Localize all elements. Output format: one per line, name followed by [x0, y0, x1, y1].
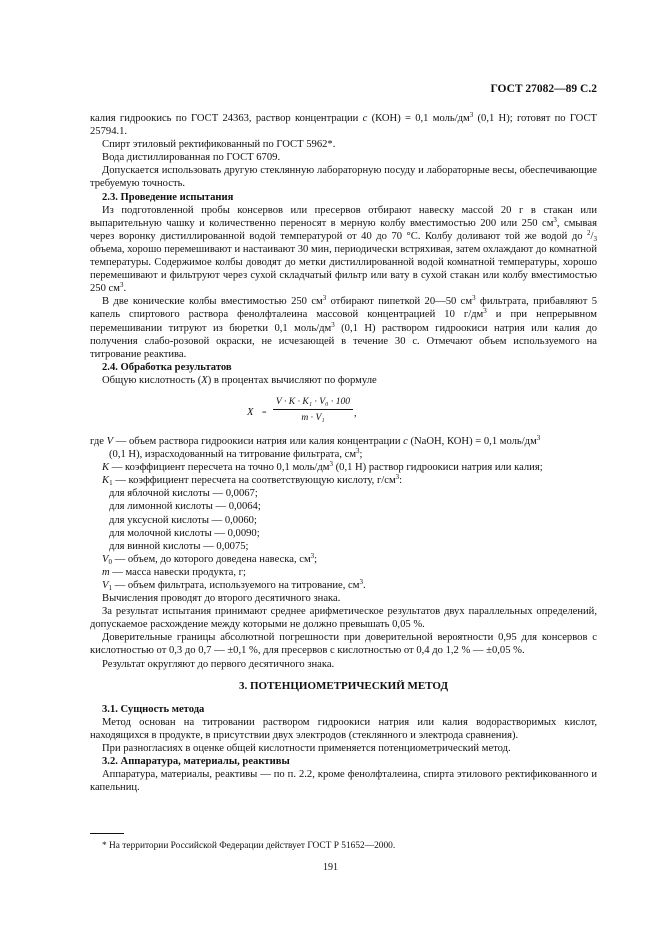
acidity-formula: [90, 393, 597, 429]
paragraph-spirit: Спирт этиловый ректификованный по ГОСТ 5962*.: [102, 139, 336, 151]
footnote-divider: [90, 833, 124, 834]
paragraph-rounding: Результат округляют до первого десятичного знака.: [102, 658, 335, 670]
definition-k1: $K_1$ — коэффициент пересчета на соответствующую кислоту, $г/см^3$:: [102, 473, 403, 488]
acid-coef-malic: для яблочной кислоты — 0,0067;: [109, 488, 258, 500]
formula-numerator: V · K · K₁ · V₀ · 100: [273, 395, 353, 410]
definition-v: где V — объем раствора гидроокиси натрия или калия концентрации с (NaOH, КОН) = 0,1 моль/$дм^3$: [90, 433, 541, 447]
definition-k: K — коэффициент пересчета на точно 0,1 моль/$дм^3$ (0,1 Н) раствор гидроокиси натрия или калия;: [102, 460, 543, 474]
paragraph-sample-prep: Из подготовленной пробы консервов или пресервов отбирают навеску массой 20 г в стакан или выпарительную чашку и количественно переносят в мерную колбу вместимостью 200 или 250 $см^3$, смывая через воронку дистиллированной водой температурой от 40 до 70 °С. Колбу доливают той же водой до $^2/_3$ объема, хорошо перемешивают и настаивают 30 мин, периодически встряхивая, затем охлаждают до комнатной температуры. Содержимое колбы доводят до метки дистиллированной водой комнатной температуры, хорошо перемешивают и фильтруют через сухой складчатый фильтр или вату в сухой стакан или колбу вместимостью 250 $см^3$.: [90, 204, 597, 295]
section-2-3-title: 2.3. Проведение испытания: [102, 191, 234, 203]
running-header: ГОСТ 27082—89 С.2: [490, 83, 597, 95]
paragraph-reagents-cont: калия гидроокись по ГОСТ 24363, раствор концентрации с (КОН) = 0,1 моль/$дм^3$ (0,1 Н); готовят по ГОСТ 25794.1.: [90, 111, 597, 138]
paragraph-equipment: Аппаратура, материалы, реактивы — по п. 2.2, кроме фенолфталеина, спирта этилового ректификованного и капельниц.: [90, 769, 597, 794]
paragraph-confidence: Доверительные границы абсолютной погрешности при доверительной вероятности 0,95 для консервов с кислотностью от 0,3 до 0,7 — ±0,1 %, для пресервов с кислотностью от 0,4 до 1,2 % — ±0,05 %.: [90, 632, 597, 657]
formula-fraction: [273, 395, 353, 424]
paragraph-water: Вода дистиллированная по ГОСТ 6709.: [102, 152, 281, 164]
definition-v-cont: (0,1 Н), израсходованный на титрование фильтрата, $см^3$;: [109, 447, 363, 461]
formula-comma: ,: [354, 407, 357, 419]
definition-m: m — масса навески продукта, г;: [102, 566, 246, 578]
definition-v1: $V_1$ — объем фильтрата, используемого на титрование, $см^3$.: [102, 578, 366, 592]
acid-coef-citric: для лимонной кислоты — 0,0064;: [109, 501, 261, 513]
acid-coef-tartaric: для винной кислоты — 0,0075;: [109, 540, 249, 552]
paragraph-calc-precision: Вычисления проводят до второго десятичного знака.: [102, 593, 341, 605]
paragraph-total-acidity: Общую кислотность (X) в процентах вычисляют по формуле: [102, 374, 377, 386]
acid-coef-acetic: для уксусной кислоты — 0,0060;: [109, 514, 257, 526]
paragraph-allowance: Допускается использовать другую стеклянную лабораторную посуду и лабораторные весы, обеспечивающие требуемую точность.: [90, 165, 597, 190]
page-number: 191: [323, 862, 338, 873]
definition-v0: $V_0$ — объем, до которого доведена навеска, $см^3$;: [102, 551, 318, 566]
section-3-title: 3. ПОТЕНЦИОМЕТРИЧЕСКИЙ МЕТОД: [238, 679, 449, 692]
section-2-4-title: 2.4. Обработка результатов: [102, 361, 232, 373]
paragraph-titration: В две конические колбы вместимостью 250 $см^3$ отбирают пипеткой 20—50 $см^3$ фильтрата, прибавляют 5 капель спиртового раствора фенолфталеина массовой концентрацией 10 $г/дм^3$ и при непрерывном перемешивании титруют из бюретки 0,1 моль/$дм^3$ (0,1 Н) раствором гидроокиси натрия или калия до получения слабо-розовой окраски, не исчезающей в течение 30 с. Отмечают объем используемого на титрование реактива.: [90, 294, 597, 360]
section-3-1-title: 3.1. Сущность метода: [102, 703, 205, 715]
paragraph-result: За результат испытания принимают среднее арифметическое результатов двух параллельных определений, допускаемое расхождение между которыми не должно превышать 0,05 %.: [90, 606, 597, 631]
formula-equals: =: [262, 407, 267, 417]
formula-lhs: X: [247, 406, 254, 418]
paragraph-method: Метод основан на титровании раствором гидроокиси натрия или калия водорастворимых кислот, находящихся в продукте, в присутствии двух электродов (стеклянного и электрода сравнения).: [90, 716, 597, 741]
section-3-2-title: 3.2. Аппаратура, материалы, реактивы: [102, 756, 290, 768]
footnote: * На территории Российской Федерации действует ГОСТ Р 51652—2000.: [102, 841, 396, 851]
formula-denominator: m · V₁: [301, 412, 325, 424]
page-body: [90, 112, 597, 794]
paragraph-dispute: При разногласиях в оценке общей кислотности применяется потенциометрический метод.: [102, 743, 511, 755]
acid-coef-lactic: для молочной кислоты — 0,0090;: [109, 527, 260, 539]
